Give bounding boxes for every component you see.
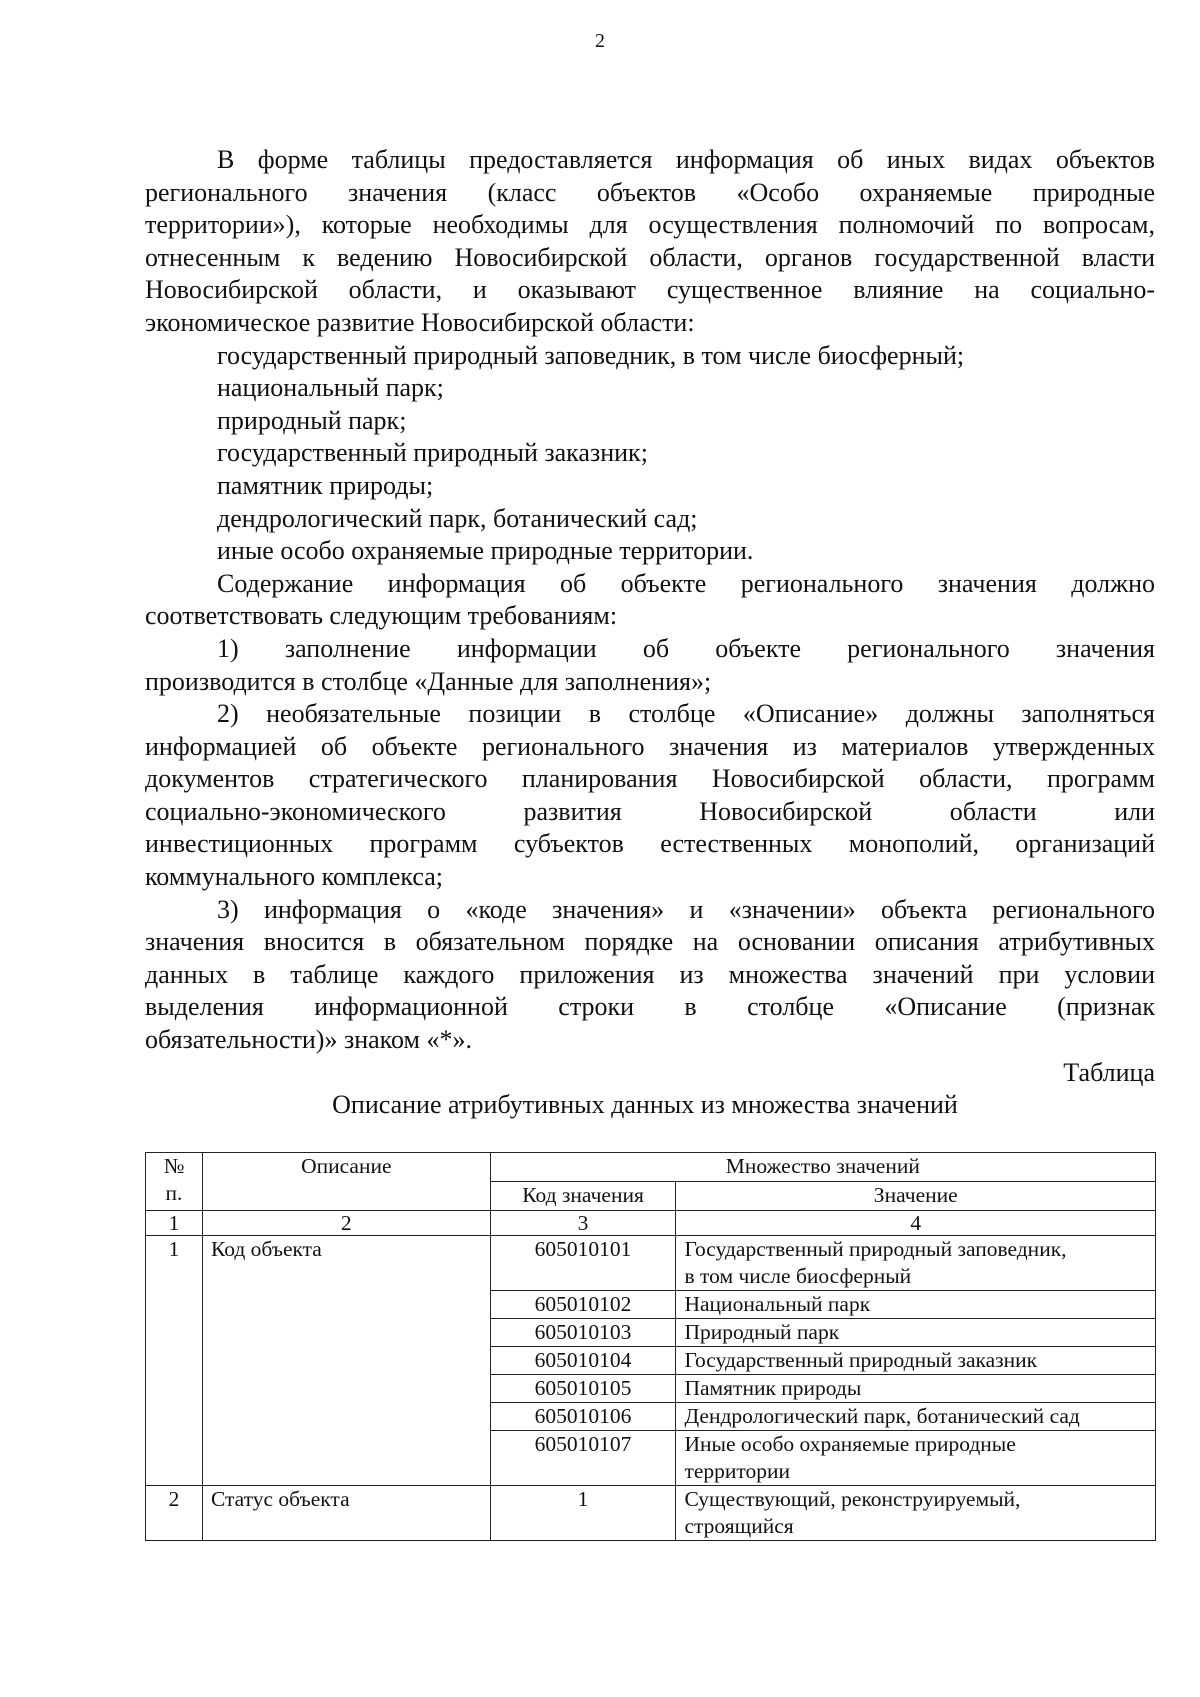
text-line: обязательности)» знаком «*».: [145, 1025, 472, 1055]
text-line: 2) необязательные позиции в столбце «Описание» должны заполняться: [217, 699, 1155, 729]
list-item: национальный парк;: [217, 373, 444, 403]
text-line: территории»), которые необходимы для осуществления полномочий по вопросам,: [145, 210, 1155, 240]
value-cell: Дендрологический парк, ботанический сад: [676, 1403, 1156, 1431]
value-line: Государственный природный заповедник,: [684, 1237, 1067, 1261]
text-line: В форме таблицы предоставляется информация об иных видах объектов: [217, 145, 1155, 174]
text-line: инвестиционных программ субъектов естественных монополий, организаций: [145, 829, 1155, 859]
list-item: государственный природный заказник;: [217, 438, 648, 468]
column-number: 3: [490, 1211, 676, 1236]
column-number: 2: [202, 1211, 490, 1236]
text-line: значения вносится в обязательном порядке на основании описания атрибутивных: [145, 927, 1155, 957]
text-line: выделения информационной строки в столбце «Описание (признак: [145, 992, 1155, 1022]
text-line: Содержание информация об объекте регионального значения должно: [217, 568, 1155, 598]
list-item: дендрологический парк, ботанический сад;: [217, 503, 698, 533]
value-code-cell: 605010104: [490, 1347, 676, 1375]
value-cell: Государственный природный заказник: [676, 1347, 1156, 1375]
text-line: 1) заполнение информации об объекте регионального значения: [217, 633, 1155, 663]
value-cell: Природный парк: [676, 1319, 1156, 1347]
text-line: регионального значения (класс объектов «Особо охраняемые природные: [145, 177, 1155, 207]
header-row: [146, 1153, 1156, 1182]
value-code-cell: 605010103: [490, 1319, 676, 1347]
header-description-cell: Описание: [202, 1153, 490, 1211]
list-item: памятник природы;: [217, 470, 434, 500]
value-cell: Памятник природы: [676, 1375, 1156, 1403]
row-number-cell: 2: [146, 1486, 203, 1541]
attribute-table: [145, 1152, 1156, 1541]
table-label: Таблица: [1063, 1058, 1155, 1087]
requirement-2: [145, 698, 1155, 894]
text-line: соответствовать следующим требованиям:: [145, 601, 618, 631]
value-code-cell: 1: [490, 1486, 676, 1541]
value-cell: Национальный парк: [676, 1291, 1156, 1319]
column-number: 4: [676, 1211, 1156, 1236]
value-code-cell: 605010101: [490, 1236, 676, 1291]
table-body: [146, 1153, 1156, 1541]
value-line: Иные особо охраняемые природные: [684, 1432, 1016, 1456]
list-item: государственный природный заповедник, в том числе биосферный;: [217, 340, 965, 370]
value-line: строящийся: [684, 1514, 794, 1538]
page-number: 2: [595, 30, 605, 52]
row-description-cell: Код объекта: [202, 1236, 490, 1486]
header-number-line-1: №: [163, 1154, 185, 1178]
value-line: территории: [684, 1459, 791, 1483]
value-cell: [676, 1486, 1156, 1541]
text-line: 3) информация о «коде значения» и «значении» объекта регионального: [217, 894, 1155, 924]
header-value-set-cell: Множество значений: [490, 1153, 1155, 1182]
value-code-cell: 605010105: [490, 1375, 676, 1403]
text-line: документов стратегического планирования Новосибирской области, программ: [145, 764, 1155, 794]
column-number: 1: [146, 1211, 203, 1236]
row-description-cell: Статус объекта: [202, 1486, 490, 1541]
document-body: [145, 144, 1155, 1057]
text-line: Новосибирской области, и оказывают существенное влияние на социально-: [145, 275, 1155, 305]
value-code-cell: 605010107: [490, 1431, 676, 1486]
header-value-cell: Значение: [676, 1182, 1156, 1211]
text-line: коммунального комплекса;: [145, 862, 443, 892]
value-cell: [676, 1236, 1156, 1291]
requirement-1: [145, 633, 1155, 698]
value-code-cell: 605010106: [490, 1403, 676, 1431]
value-line: Существующий, реконструируемый,: [684, 1487, 1021, 1511]
list-item: иные особо охраняемые природные территории.: [217, 536, 754, 566]
text-line: информацией об объекте регионального значения из материалов утвержденных: [145, 731, 1155, 761]
requirements-paragraph: [145, 568, 1155, 633]
requirement-3: [145, 894, 1155, 1057]
object-type-list: [145, 340, 1155, 568]
column-number-row: [146, 1211, 1156, 1236]
value-cell: [676, 1431, 1156, 1486]
row-number-cell: 1: [146, 1236, 203, 1486]
value-code-cell: 605010102: [490, 1291, 676, 1319]
text-line: отнесенным к ведению Новосибирской области, органов государственной власти: [145, 242, 1155, 272]
text-line: данных в таблице каждого приложения из множества значений при условии: [145, 959, 1155, 989]
header-number-line-2: п.: [165, 1181, 183, 1205]
table-row: [146, 1486, 1156, 1541]
intro-paragraph: [145, 144, 1155, 340]
text-line: производится в столбце «Данные для заполнения»;: [145, 666, 712, 696]
list-item: природный парк;: [217, 405, 407, 435]
table-row: [146, 1236, 1156, 1291]
value-line: в том числе биосферный: [684, 1264, 912, 1288]
text-line: экономическое развитие Новосибирской области:: [145, 307, 695, 337]
header-number-cell: [146, 1153, 203, 1211]
text-line: социально-экономического развития Новосибирской области или: [145, 796, 1155, 826]
table-title: Описание атрибутивных данных из множества значений: [332, 1090, 958, 1119]
header-value-code-cell: Код значения: [490, 1182, 676, 1211]
